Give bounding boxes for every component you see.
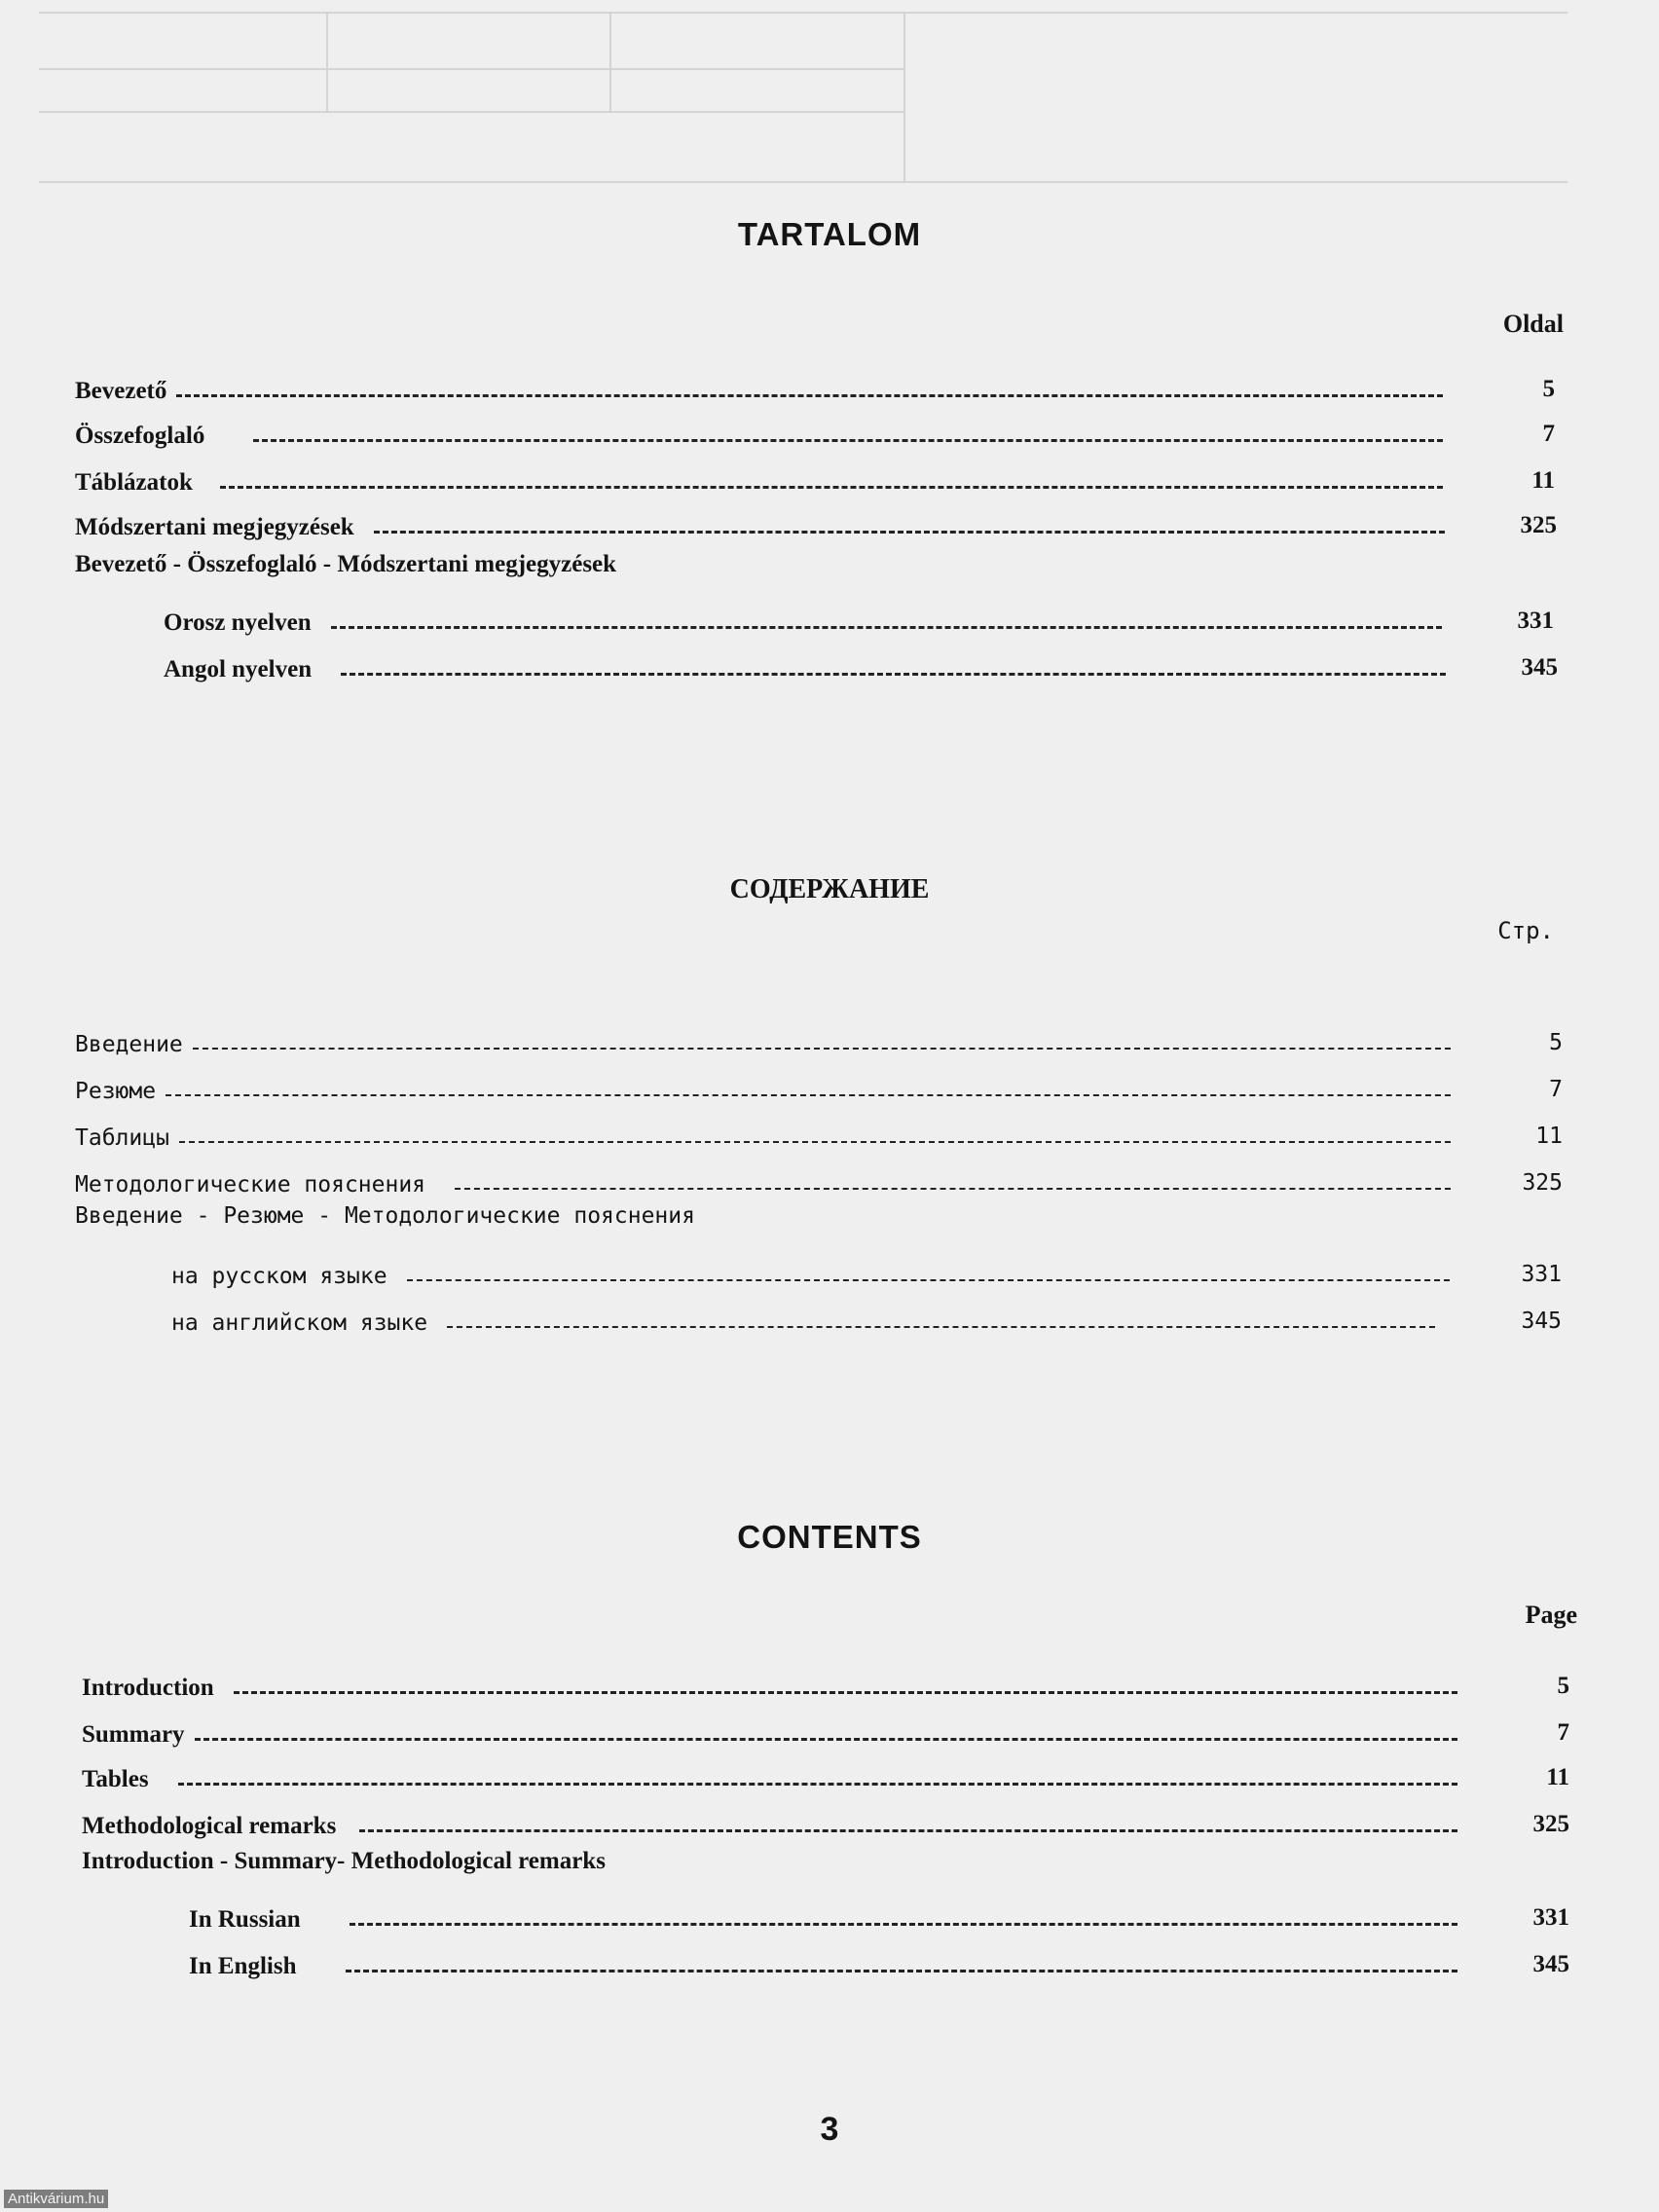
entry-page: 325 (1532, 1811, 1569, 1837)
toc-entry[interactable] (75, 1018, 1563, 1057)
toc-entry[interactable] (75, 366, 1555, 405)
show-through-rule (39, 111, 905, 113)
toc-sub-entry[interactable] (171, 1297, 1562, 1336)
entry-page: 331 (1532, 1904, 1569, 1931)
dot-leader (176, 394, 1443, 397)
entry-page: 11 (1531, 467, 1555, 494)
entry-label: Введение (75, 1032, 183, 1057)
english-page-column-label: Page (1525, 1601, 1577, 1629)
entry-label: In English (189, 1953, 297, 1979)
toc-entry[interactable] (82, 1754, 1569, 1793)
entry-label: Introduction (82, 1675, 214, 1701)
russian-title: СОДЕРЖАНИЕ (729, 874, 930, 904)
toc-entry[interactable] (75, 1065, 1563, 1104)
dot-leader (407, 1279, 1450, 1281)
entry-page: 345 (1532, 1951, 1569, 1977)
show-through-rule (903, 12, 905, 181)
entry-label: Методологические пояснения (75, 1172, 426, 1198)
entry-label: на русском языке (171, 1264, 387, 1289)
dot-leader (374, 531, 1445, 534)
dot-leader (178, 1783, 1457, 1786)
entry-page: 7 (1549, 1077, 1563, 1102)
toc-sub-entry[interactable] (171, 1250, 1562, 1289)
hungarian-title: TARTALOM (737, 216, 922, 252)
toc-entry[interactable] (82, 1710, 1569, 1749)
hungarian-page-column-label: Oldal (1502, 310, 1564, 338)
entry-page: 5 (1557, 1673, 1569, 1699)
toc-entry[interactable] (82, 1801, 1569, 1840)
entry-page: 325 (1520, 512, 1557, 538)
toc-entry[interactable] (75, 1159, 1563, 1198)
entry-label: Methodological remarks (82, 1813, 337, 1839)
entry-label: Bevezető (75, 378, 167, 404)
dot-leader (350, 1923, 1457, 1926)
entry-label: Таблицы (75, 1125, 169, 1151)
show-through-rule (609, 12, 611, 111)
dot-leader (234, 1691, 1457, 1694)
show-through-rule (39, 181, 1567, 183)
entry-page: 345 (1521, 1309, 1562, 1334)
dot-leader (447, 1326, 1435, 1328)
english-title: CONTENTS (737, 1519, 922, 1555)
entry-label: Резюме (75, 1079, 157, 1104)
toc-entry[interactable] (75, 502, 1557, 541)
toc-entry[interactable] (75, 458, 1555, 497)
toc-sub-entry[interactable] (164, 645, 1558, 683)
entry-label: Angol nyelven (164, 656, 313, 682)
entry-page: 345 (1521, 654, 1558, 681)
entry-page: 331 (1517, 608, 1554, 634)
entry-label: Módszertani megjegyzések (75, 514, 354, 540)
watermark: Antikvárium.hu (4, 2190, 108, 2208)
dot-leader (166, 1094, 1451, 1096)
entry-page: 325 (1522, 1170, 1563, 1196)
entry-label: на английском языке (171, 1310, 428, 1336)
toc-entry[interactable] (82, 1663, 1569, 1702)
entry-page: 331 (1521, 1262, 1562, 1287)
show-through-rule (39, 12, 1567, 14)
entry-label: Összefoglaló (75, 423, 205, 449)
toc-sub-entry[interactable] (189, 1895, 1569, 1934)
entry-label: In Russian (189, 1906, 301, 1933)
dot-leader (346, 1970, 1458, 1972)
show-through-rule (326, 12, 328, 111)
entry-label: Orosz nyelven (164, 609, 312, 636)
russian-page-column-label: Стр. (1497, 917, 1554, 944)
toc-sub-entry[interactable] (189, 1941, 1569, 1980)
entry-label: Summary (82, 1721, 185, 1748)
dot-leader (253, 439, 1443, 442)
group-heading: Введение - Резюме - Методологические пояснения (75, 1203, 695, 1229)
entry-page: 5 (1549, 1030, 1563, 1055)
toc-entry[interactable] (75, 411, 1555, 450)
group-heading: Introduction - Summary- Methodological remarks (82, 1848, 606, 1874)
toc-sub-entry[interactable] (164, 598, 1554, 637)
entry-page: 5 (1542, 376, 1555, 402)
dot-leader (359, 1829, 1457, 1832)
entry-page: 7 (1557, 1719, 1569, 1746)
group-heading: Bevezető - Összefoglaló - Módszertani megjegyzések (75, 551, 617, 577)
dot-leader (341, 673, 1446, 676)
entry-page: 7 (1542, 421, 1555, 447)
entry-page: 11 (1546, 1764, 1569, 1790)
entry-page: 11 (1535, 1124, 1563, 1149)
dot-leader (220, 486, 1443, 489)
page-number: 3 (820, 2111, 839, 2148)
dot-leader (331, 626, 1442, 629)
show-through-rule (39, 68, 905, 70)
entry-label: Tables (82, 1766, 149, 1792)
dot-leader (455, 1188, 1451, 1190)
entry-label: Táblázatok (75, 469, 193, 496)
dot-leader (195, 1738, 1457, 1741)
dot-leader (179, 1141, 1451, 1143)
toc-entry[interactable] (75, 1112, 1563, 1151)
dot-leader (193, 1048, 1451, 1050)
